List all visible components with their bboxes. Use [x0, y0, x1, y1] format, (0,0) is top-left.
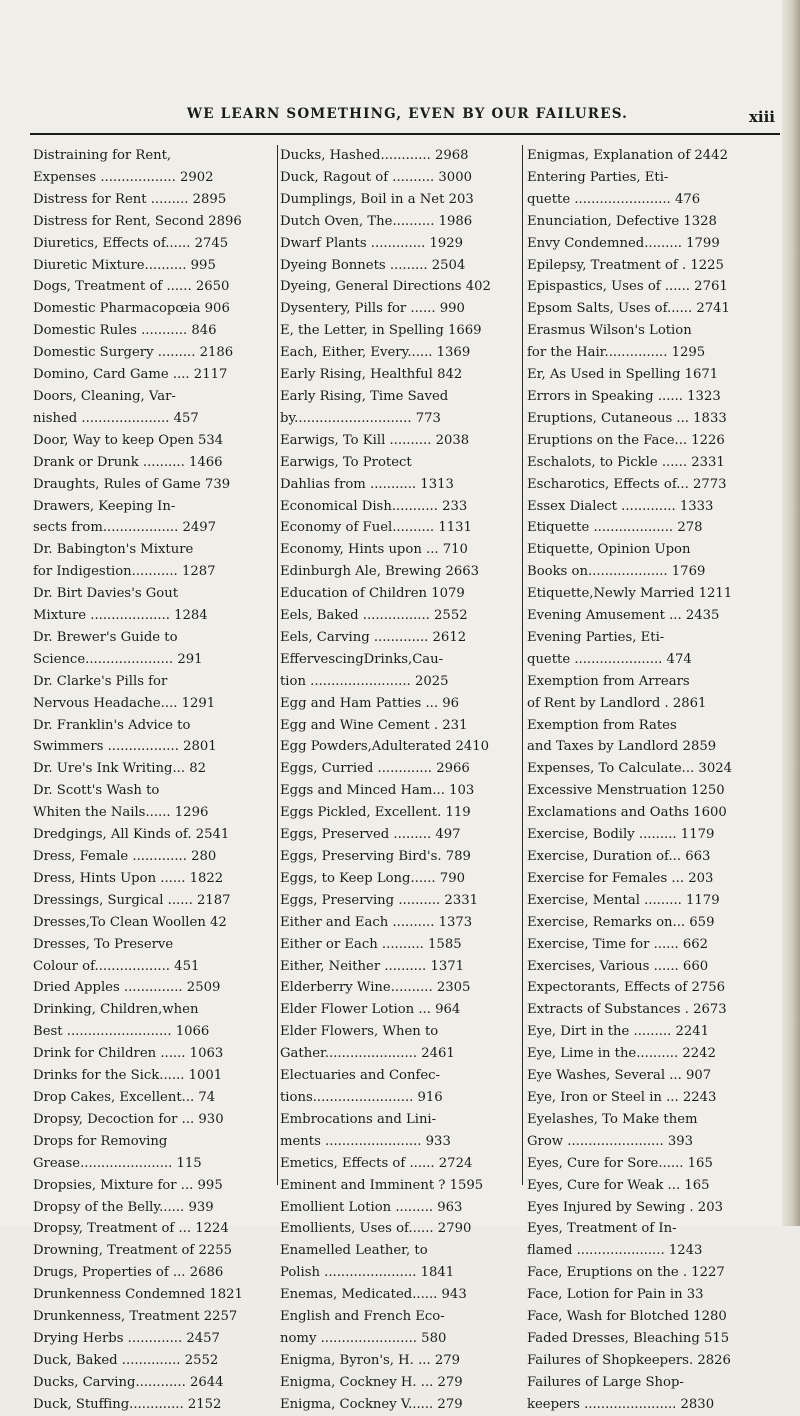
index-entry: Epsom Salts, Uses of...... 2741: [527, 301, 730, 317]
index-entry: Exclamations and Oaths 1600: [527, 805, 727, 821]
index-entry: Enunciation, Defective 1328: [527, 213, 717, 229]
index-entry: Expectorants, Effects of 2756: [527, 980, 726, 996]
index-entry: Expenses, To Calculate... 3024: [527, 761, 732, 777]
index-entry: Dogs, Treatment of ...... 2650: [33, 279, 230, 295]
index-entry: tions........................ 916: [280, 1089, 443, 1105]
index-entry: Eyes Injured by Sewing . 203: [527, 1199, 723, 1215]
index-entry: nished ..................... 457: [33, 410, 199, 426]
index-entry: Embrocations and Lini-: [280, 1111, 437, 1127]
index-entry: Expenses .................. 2902: [33, 169, 214, 185]
index-entry: Eye, Dirt in the ......... 2241: [527, 1024, 710, 1040]
index-column-2: [280, 145, 512, 1416]
index-entry: Drinking, Children,when: [33, 1002, 199, 1018]
index-entry: tion ........................ 2025: [280, 673, 449, 689]
index-entry: Excessive Menstruation 1250: [527, 783, 725, 799]
index-entry: Etiquette,Newly Married 1211: [527, 586, 733, 602]
index-entry: Dr. Clarke's Pills for: [33, 673, 168, 689]
index-entry: Eye, Lime in the.......... 2242: [527, 1046, 716, 1062]
index-columns: [30, 145, 770, 1412]
index-entry: Ducks, Hashed............ 2968: [280, 148, 469, 163]
index-entry: nomy ....................... 580: [280, 1330, 447, 1346]
index-entry: Dress, Female ............. 280: [33, 849, 217, 864]
index-entry: Enigma, Cockney H. ... 279: [280, 1374, 463, 1390]
index-entry: Dredgings, All Kinds of. 2541: [33, 827, 230, 843]
running-title: WE LEARN SOMETHING, EVEN BY OUR FAILURES.: [186, 106, 629, 122]
index-entry: Nervous Headache.... 1291: [33, 695, 216, 711]
index-entry: E, the Letter, in Spelling 1669: [280, 323, 482, 339]
index-entry: Eye Washes, Several ... 907: [527, 1068, 712, 1084]
index-entry: and Taxes by Landlord 2859: [527, 739, 717, 755]
index-entry: Evening Parties, Eti-: [527, 629, 665, 645]
index-entry: Exercise, Time for ...... 662: [527, 936, 709, 952]
index-entry: Failures of Shopkeepers. 2826: [527, 1352, 731, 1368]
index-entry: Eels, Baked ................ 2552: [280, 608, 468, 624]
index-entry: Economy, Hints upon ... 710: [280, 542, 468, 558]
index-entry: Dr. Ure's Ink Writing... 82: [33, 761, 206, 777]
index-entry: Either or Each .......... 1585: [280, 936, 462, 952]
index-entry: keepers ...................... 2830: [527, 1396, 715, 1412]
index-entry: Duck, Baked .............. 2552: [33, 1352, 219, 1368]
index-entry: Science..................... 291: [33, 651, 203, 667]
index-entry: Evening Amusement ... 2435: [527, 608, 720, 624]
index-entry: Exercise for Females ... 203: [527, 870, 714, 886]
index-entry: Dress, Hints Upon ...... 1822: [33, 870, 224, 886]
index-entry: Enemas, Medicated...... 943: [280, 1287, 467, 1303]
index-entry: Eggs, Preserving .......... 2331: [280, 892, 478, 908]
index-entry: Emollients, Uses of...... 2790: [280, 1221, 472, 1237]
index-entry: Escharotics, Effects of... 2773: [527, 476, 727, 492]
index-entry: Essex Dialect ............. 1333: [527, 498, 714, 514]
index-entry: Eggs, to Keep Long...... 790: [280, 870, 465, 886]
index-entry: Distraining for Rent,: [33, 148, 172, 163]
page-number: xiii: [748, 108, 775, 126]
index-entry: Early Rising, Healthful 842: [280, 367, 463, 383]
index-entry: Eggs Pickled, Excellent. 119: [280, 805, 471, 821]
index-entry: Grow ....................... 393: [527, 1133, 694, 1149]
index-column-1: [33, 145, 269, 1416]
index-entry: Dyeing, General Directions 402: [280, 279, 491, 295]
index-entry: for Indigestion........... 1287: [33, 564, 216, 580]
index-column-3: [527, 145, 763, 1416]
index-entry: Drunkenness, Treatment 2257: [33, 1309, 238, 1325]
index-entry: Dyeing Bonnets ......... 2504: [280, 257, 466, 273]
index-entry: Enigmas, Explanation of 2442: [527, 148, 728, 163]
index-entry: Swimmers ................. 2801: [33, 739, 217, 755]
index-entry: Eminent and Imminent ? 1595: [280, 1177, 484, 1193]
index-entry: Egg and Ham Patties ... 96: [280, 695, 460, 711]
index-entry: Either, Neither .......... 1371: [280, 958, 465, 974]
index-entry: Dropsy, Decoction for ... 930: [33, 1111, 224, 1127]
index-entry: Mixture ................... 1284: [33, 608, 208, 624]
index-entry: Drugs, Properties of ... 2686: [33, 1265, 224, 1281]
index-entry: Earwigs, To Kill .......... 2038: [280, 432, 470, 448]
index-entry: Entering Parties, Eti-: [527, 169, 669, 185]
index-entry: Elder Flower Lotion ... 964: [280, 1002, 461, 1018]
index-entry: Ducks, Carving............ 2644: [33, 1374, 224, 1390]
index-entry: Eggs, Curried ............. 2966: [280, 761, 470, 777]
index-entry: Envy Condemned......... 1799: [527, 235, 720, 251]
index-entry: Elder Flowers, When to: [280, 1024, 439, 1040]
index-entry: Domestic Rules ........... 846: [33, 323, 217, 339]
index-entry: Face, Wash for Blotched 1280: [527, 1309, 727, 1325]
index-entry: Doors, Cleaning, Var-: [33, 388, 176, 404]
index-entry: Drop Cakes, Excellent... 74: [33, 1089, 216, 1105]
column-divider: [277, 145, 278, 1185]
index-entry: Dumplings, Boil in a Net 203: [280, 191, 474, 207]
index-entry: Either and Each .......... 1373: [280, 914, 473, 930]
index-entry: Books on................... 1769: [527, 564, 706, 580]
index-entry: Epispastics, Uses of ...... 2761: [527, 279, 728, 295]
index-entry: Eyes, Treatment of In-: [527, 1221, 677, 1237]
index-entry: Dr. Birt Davies's Gout: [33, 586, 179, 602]
index-entry: Earwigs, To Protect: [280, 454, 412, 470]
index-entry: Edinburgh Ale, Brewing 2663: [280, 564, 480, 580]
index-entry: Economy of Fuel.......... 1131: [280, 520, 472, 536]
index-entry: Etiquette, Opinion Upon: [527, 542, 691, 558]
index-entry: Dropsy, Treatment of ... 1224: [33, 1221, 229, 1237]
index-entry: Eyes, Cure for Weak ... 165: [527, 1177, 710, 1193]
index-entry: Polish ...................... 1841: [280, 1265, 455, 1281]
index-entry: Grease...................... 115: [33, 1155, 202, 1171]
index-entry: Eyes, Cure for Sore...... 165: [527, 1155, 713, 1171]
index-entry: Economical Dish........... 233: [280, 498, 468, 514]
index-entry: Drink for Children ...... 1063: [33, 1046, 224, 1062]
index-entry: Dwarf Plants ............. 1929: [280, 235, 464, 251]
index-entry: Colour of.................. 451: [33, 958, 200, 974]
index-entry: Duck, Ragout of .......... 3000: [280, 169, 472, 185]
index-entry: Drinks for the Sick...... 1001: [33, 1068, 223, 1084]
index-entry: Domino, Card Game .... 2117: [33, 367, 228, 383]
column-divider: [522, 145, 523, 1185]
index-entry: Gather...................... 2461: [280, 1046, 455, 1062]
index-entry: Dysentery, Pills for ...... 990: [280, 301, 465, 317]
index-entry: Etiquette ................... 278: [527, 520, 703, 536]
page-edge: [782, 0, 800, 1226]
index-entry: Emetics, Effects of ...... 2724: [280, 1155, 473, 1171]
index-entry: Eyelashes, To Make them: [527, 1111, 698, 1127]
index-entry: Dr. Franklin's Advice to: [33, 717, 191, 733]
index-entry: Enigma, Cockney V...... 279: [280, 1396, 463, 1412]
index-entry: sects from.................. 2497: [33, 520, 217, 536]
index-entry: Face, Eruptions on the . 1227: [527, 1265, 725, 1281]
index-entry: Dahlias from ........... 1313: [280, 476, 454, 492]
index-entry: Eruptions, Cutaneous ... 1833: [527, 410, 727, 426]
index-entry: Diuretic Mixture.......... 995: [33, 257, 216, 273]
index-entry: ments ....................... 933: [280, 1133, 451, 1149]
index-entry: Each, Either, Every...... 1369: [280, 345, 471, 361]
index-entry: Diuretics, Effects of...... 2745: [33, 235, 229, 251]
index-entry: Eye, Iron or Steel in ... 2243: [527, 1089, 717, 1105]
index-entry: Dropsies, Mixture for ... 995: [33, 1177, 223, 1193]
index-entry: Whiten the Nails...... 1296: [33, 805, 209, 821]
index-entry: Duck, Stuffing............. 2152: [33, 1396, 222, 1412]
index-entry: Domestic Surgery ......... 2186: [33, 345, 234, 361]
index-entry: Electuaries and Confec-: [280, 1068, 441, 1084]
index-entry: Dr. Babington's Mixture: [33, 542, 194, 558]
header-rule: [30, 133, 780, 135]
index-entry: Dresses, To Preserve: [33, 936, 174, 952]
index-entry: English and French Eco-: [280, 1309, 445, 1325]
index-entry: Exercise, Mental ......... 1179: [527, 892, 720, 908]
index-entry: Exercise, Remarks on... 659: [527, 914, 715, 930]
index-entry: Eschalots, to Pickle ...... 2331: [527, 454, 725, 470]
index-entry: Dr. Scott's Wash to: [33, 783, 160, 799]
index-entry: Exemption from Arrears: [527, 673, 690, 689]
index-entry: Eggs, Preserved ......... 497: [280, 827, 461, 843]
index-entry: Education of Children 1079: [280, 586, 465, 602]
index-entry: Dresses,To Clean Woollen 42: [33, 914, 227, 930]
index-entry: Extracts of Substances . 2673: [527, 1002, 727, 1018]
index-entry: of Rent by Landlord . 2861: [527, 695, 707, 711]
index-entry: Drowning, Treatment of 2255: [33, 1243, 233, 1259]
index-entry: for the Hair............... 1295: [527, 345, 706, 361]
index-entry: Door, Way to keep Open 534: [33, 432, 224, 448]
index-entry: Eels, Carving ............. 2612: [280, 629, 467, 645]
index-entry: Draughts, Rules of Game 739: [33, 476, 231, 492]
index-entry: Best ......................... 1066: [33, 1024, 210, 1040]
index-entry: quette ....................... 476: [527, 191, 701, 207]
index-entry: Failures of Large Shop-: [527, 1374, 684, 1390]
index-entry: Exemption from Rates: [527, 717, 677, 733]
index-entry: Elderberry Wine.......... 2305: [280, 980, 471, 996]
index-entry: Exercise, Duration of... 663: [527, 849, 711, 864]
index-entry: Domestic Pharmacopœia 906: [33, 301, 230, 317]
index-entry: Drawers, Keeping In-: [33, 498, 176, 514]
index-entry: Eggs and Minced Ham... 103: [280, 783, 475, 799]
index-entry: Epilepsy, Treatment of . 1225: [527, 257, 724, 273]
index-entry: Distress for Rent ......... 2895: [33, 191, 227, 207]
index-entry: Exercise, Bodily ......... 1179: [527, 827, 715, 843]
index-entry: Drank or Drunk .......... 1466: [33, 454, 223, 470]
index-entry: Eggs, Preserving Bird's. 789: [280, 849, 471, 864]
index-entry: Dropsy of the Belly...... 939: [33, 1199, 214, 1215]
index-entry: Egg and Wine Cement . 231: [280, 717, 468, 733]
index-entry: Dr. Brewer's Guide to: [33, 629, 178, 645]
index-entry: Early Rising, Time Saved: [280, 388, 449, 404]
index-entry: EffervescingDrinks,Cau-: [280, 651, 444, 667]
index-entry: Emollient Lotion ......... 963: [280, 1199, 463, 1215]
page-header: [40, 100, 775, 130]
index-entry: Er, As Used in Spelling 1671: [527, 367, 719, 383]
index-entry: Drunkenness Condemned 1821: [33, 1287, 243, 1303]
index-entry: Erasmus Wilson's Lotion: [527, 323, 692, 339]
index-entry: Errors in Speaking ...... 1323: [527, 388, 721, 404]
index-entry: Enigma, Byron's, H. ... 279: [280, 1352, 461, 1368]
index-entry: Eruptions on the Face... 1226: [527, 432, 725, 448]
index-entry: Drops for Removing: [33, 1133, 168, 1149]
index-entry: quette ..................... 474: [527, 651, 692, 667]
index-entry: Drying Herbs ............. 2457: [33, 1330, 220, 1346]
index-entry: Dried Apples .............. 2509: [33, 980, 221, 996]
index-entry: Faded Dresses, Bleaching 515: [527, 1330, 730, 1346]
index-entry: Face, Lotion for Pain in 33: [527, 1287, 704, 1303]
index-entry: Egg Powders,Adulterated 2410: [280, 739, 490, 755]
index-entry: Distress for Rent, Second 2896: [33, 213, 242, 229]
index-entry: Enamelled Leather, to: [280, 1243, 428, 1259]
index-entry: Dutch Oven, The.......... 1986: [280, 213, 473, 229]
index-entry: Dressings, Surgical ...... 2187: [33, 892, 231, 908]
index-entry: Exercises, Various ...... 660: [527, 958, 709, 974]
index-entry: flamed ..................... 1243: [527, 1243, 703, 1259]
index-entry: by............................ 773: [280, 410, 441, 426]
